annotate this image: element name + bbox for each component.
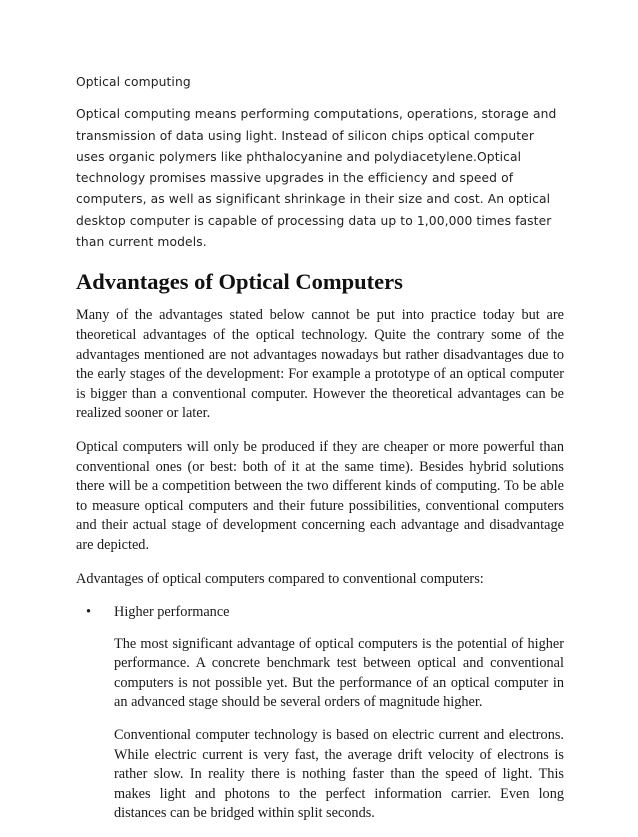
- body-paragraph-3: Advantages of optical computers compared to conventional computers:: [76, 570, 484, 587]
- bullet-icon: •: [86, 604, 92, 621]
- list-item-paragraph-2: Conventional computer technology is based on electric current and electrons. While electric current is very fast, the average drift velocity of electrons is rather slow. In reality there is nothing faster than the speed of light. This makes light and photons to the perfect information carrier. Even long distances can be bridged within split seconds.: [114, 727, 564, 822]
- section-heading: Advantages of Optical Computers: [76, 269, 403, 295]
- body-paragraph-2: Optical computers will only be produced if they are cheaper or more powerful than conventional ones (or best: both of it at the same time). Besides hybrid solutions there will be a competition between the two different kinds of computing. To be able to measure optical computers and their future possibilities, conventional computers and their actual stage of development concerning each advantage and disadvantage are depicted.: [76, 438, 564, 553]
- intro-paragraph: Optical computing means performing computations, operations, storage and transmission of data using light. Instead of silicon chips optical computer uses organic polymers like phthalocyanine and polydiacetylene.Optical technology promises massive upgrades in the efficiency and speed of computers, as well as significant shrinkage in their size and cost. An optical desktop computer is capable of processing data up to 1,00,000 times faster than current models.: [76, 107, 557, 250]
- list-item: [86, 603, 564, 824]
- body-paragraph-1: Many of the advantages stated below cannot be put into practice today but are theoretical advantages of the optical technology. Quite the contrary some of the advantages mentioned are not advantages nowadays but rather disadvantages due to the early stages of the development: For example a prototype of an optical computer is bigger than a conventional computer. However the theoretical advantages can be realized sooner or later.: [76, 307, 564, 422]
- advantages-list: [76, 603, 564, 824]
- document-page: [76, 72, 564, 837]
- document-small-title: Optical computing: [76, 75, 191, 89]
- list-item-label: Higher performance: [114, 604, 230, 621]
- list-item-paragraph-1: The most significant advantage of optical computers is the potential of higher performance. A concrete benchmark test between optical and conventional computers is not possible yet. But the performance of an optical computer in an advanced stage should be several orders of magnitude higher.: [114, 635, 564, 711]
